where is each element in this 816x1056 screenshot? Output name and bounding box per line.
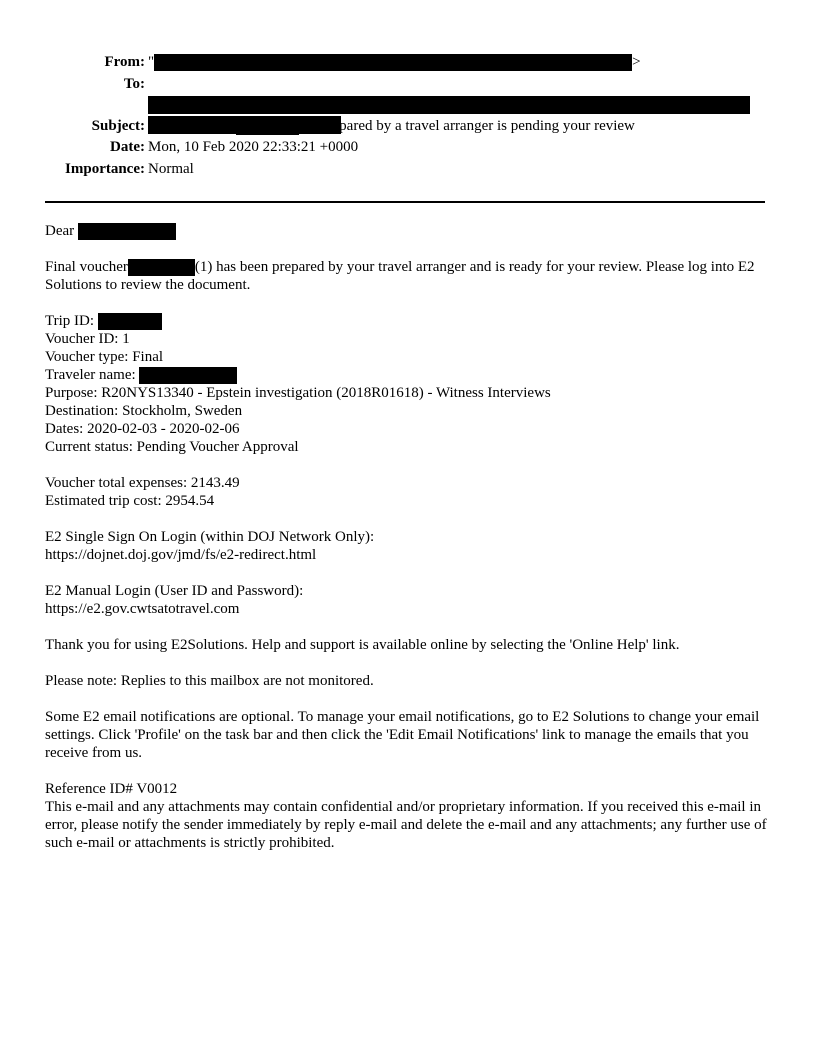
subject-text-end: (1) prepared by a travel arranger is pending your review (298, 117, 635, 134)
dates: Dates: 2020-02-03 - 2020-02-06 (45, 421, 240, 438)
trip-id (45, 312, 770, 330)
sso-heading: E2 Single Sign On Login (within DOJ Network Only): (45, 529, 375, 546)
reference-id: Reference ID# V0012 (45, 781, 178, 798)
date-value: Mon, 10 Feb 2020 22:33:21 +0000 (148, 139, 359, 155)
importance-row (0, 159, 816, 181)
to-row (0, 74, 816, 117)
estimated-cost: Estimated trip cost: 2954.54 (45, 493, 215, 510)
intro-paragraph (45, 258, 770, 294)
from-redaction (154, 54, 632, 71)
manual-login-heading: E2 Manual Login (User ID and Password): (45, 583, 304, 600)
date-row (0, 137, 816, 159)
intro-text-end: (1) has been prepared by your travel arranger and is ready for your review. Please log into E2 Solutions to review the document. (45, 259, 755, 294)
voucher-redaction (128, 259, 195, 276)
traveler-name-redaction (139, 367, 237, 384)
trip-id-redaction (98, 313, 162, 330)
from-row (0, 52, 816, 74)
subject-row (0, 116, 816, 138)
subject-value (148, 116, 635, 138)
purpose: Purpose: R20NYS13340 - Epstein investigation (2018R01618) - Witness Interviews (45, 385, 551, 402)
voucher-type: Voucher type: Final (45, 349, 164, 366)
manual-login-url[interactable]: https://e2.gov.cwtsatotravel.com (45, 601, 240, 618)
to-redaction-line1 (148, 96, 750, 114)
header-divider (45, 201, 765, 203)
thanks-paragraph: Thank you for using E2Solutions. Help and support is available online by selecting the 'Online Help' link. (45, 637, 680, 654)
current-status: Current status: Pending Voucher Approval (45, 439, 299, 456)
subject-label: Subject: (91, 117, 145, 134)
optional-notifications-paragraph: Some E2 email notifications are optional. To manage your email notifications, go to E2 Solutions to change your email settings. Click 'Profile' on the task bar and then click the 'Edit Email Notifications' link to manage the emails that you receive from us. (45, 709, 760, 762)
voucher-id: Voucher ID: 1 (45, 331, 130, 348)
voucher-total: Voucher total expenses: 2143.49 (45, 475, 240, 492)
disclaimer-paragraph: This e-mail and any attachments may contain confidential and/or proprietary information. If you received this e-mail in error, please notify the sender immediately by reply e-mail and delete the e-mail and any attachments; any further use of such e-mail or attachments is strictly prohibited. (45, 799, 767, 852)
recipient-redaction (78, 223, 176, 240)
note-paragraph: Please note: Replies to this mailbox are not monitored. (45, 673, 374, 690)
from-value (148, 52, 641, 74)
intro-text-start: Final voucher (45, 259, 128, 276)
subject-redaction (236, 118, 299, 135)
importance-value: Normal (148, 160, 194, 177)
from-prefix: " (148, 54, 155, 70)
subject-text-start: Final Voucher (148, 117, 233, 134)
greeting-text: Dear (45, 223, 75, 239)
importance-label: Importance: (65, 160, 145, 177)
to-label: To: (123, 75, 145, 92)
email-header (0, 52, 816, 180)
date-label: Date: (110, 139, 145, 155)
from-label: From: (104, 54, 145, 70)
destination: Destination: Stockholm, Sweden (45, 403, 243, 420)
from-suffix: > (632, 54, 641, 70)
greeting (45, 222, 770, 240)
sso-url[interactable]: https://dojnet.doj.gov/jmd/fs/e2-redirect.html (45, 547, 317, 564)
traveler-name-label: Traveler name: (45, 367, 136, 384)
trip-id-label: Trip ID: (45, 313, 95, 330)
email-body (45, 222, 770, 852)
traveler-name (45, 366, 770, 384)
